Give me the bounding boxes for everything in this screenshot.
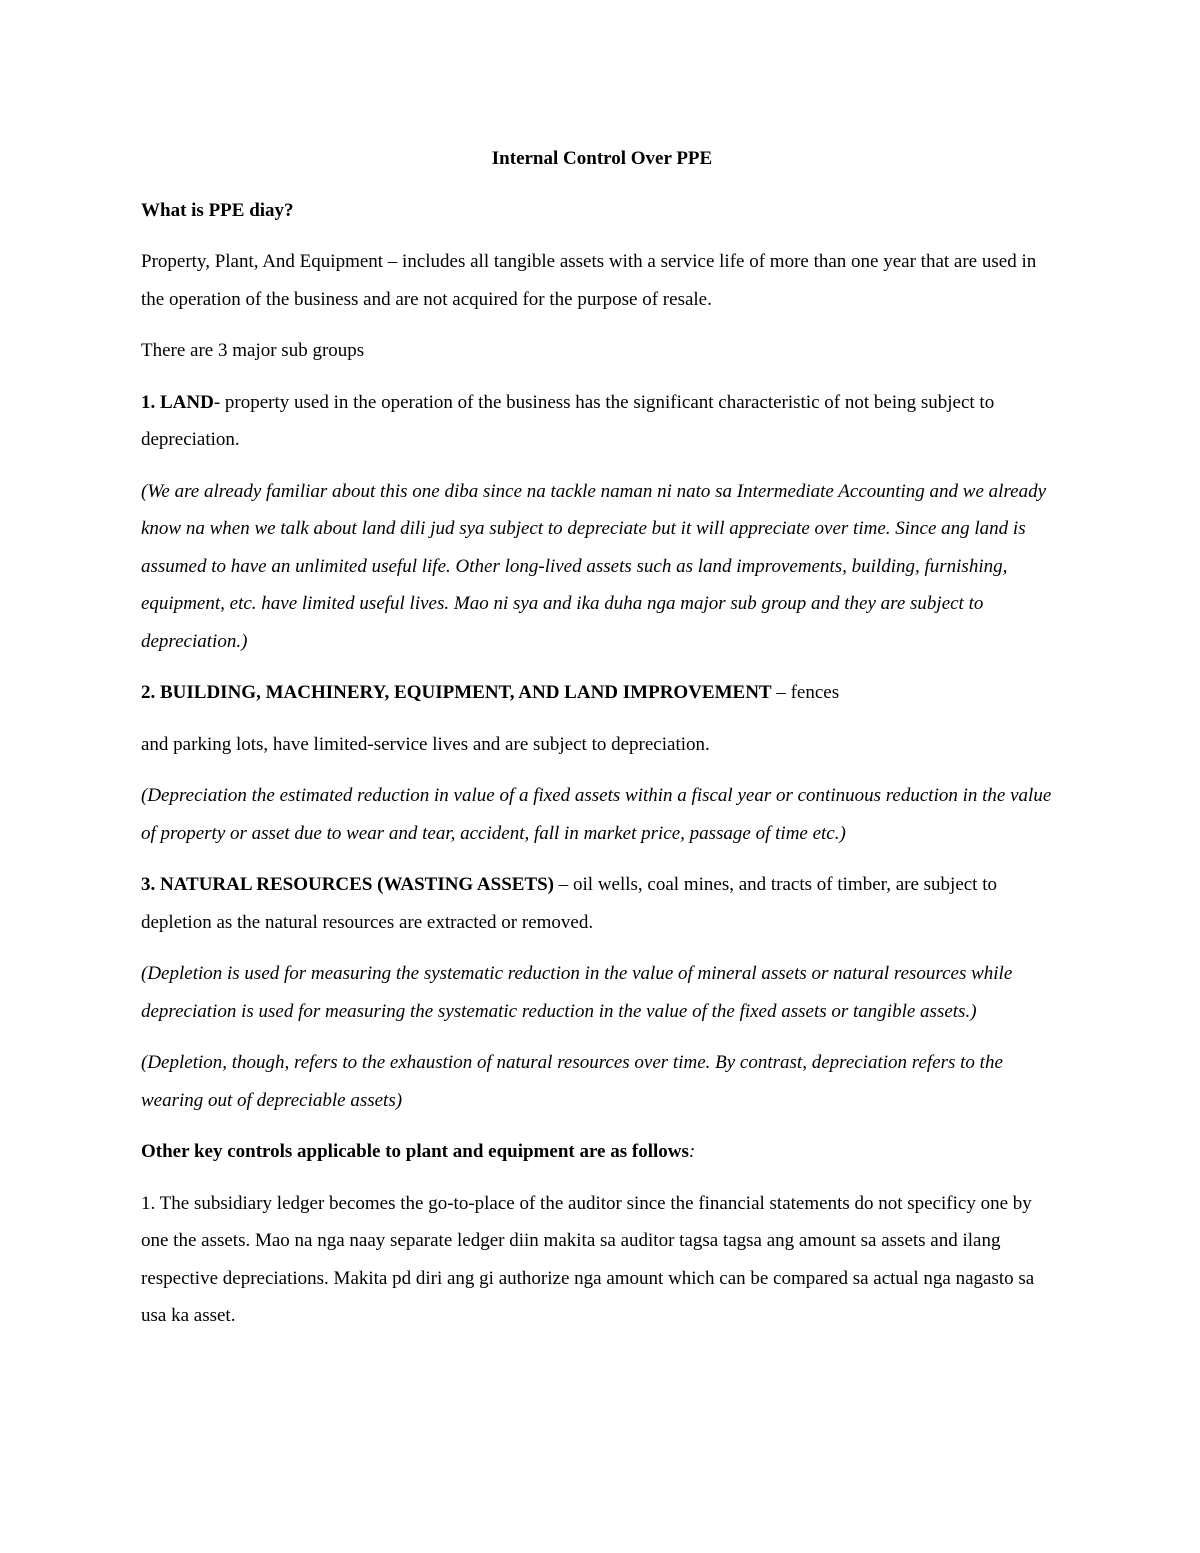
item-building	[141, 674, 1063, 712]
item-land-number: 1.	[141, 391, 156, 413]
ppe-definition: Property, Plant, And Equipment – includes all tangible assets with a service life of more than one year that are used in the operation of the business and are not acquired for the purpose of resale.	[141, 251, 1037, 310]
item-natural-resources-number: 3.	[141, 874, 156, 895]
item-land	[141, 384, 1063, 459]
document-title: Internal Control Over PPE	[491, 148, 713, 169]
item-land-heading: LAND	[160, 391, 214, 413]
controls-heading-text: Other key controls applicable to plant and equipment are as follows	[141, 1141, 689, 1162]
item-natural-resources-note-1: (Depletion is used for measuring the systematic reduction in the value of mineral assets or natural resources while depreciation is used for measuring the systematic reduction in the value of the fixed assets or tangible assets.)	[141, 963, 1013, 1022]
item-building-continuation: and parking lots, have limited-service lives and are subject to depreciation.	[141, 733, 710, 755]
item-land-note: (We are already familiar about this one diba since na tackle naman ni nato sa Intermediate Accounting and we already know na when we talk about land dili jud sya subject to depreciate but it will appreciate over time. Since ang land is assumed to have an unlimited useful life. Other long-lived assets such as land improvements, building, furnishing, equipment, etc. have limited useful lives. Mao ni sya and ika duha nga major sub group and they are subject to depreciation.)	[141, 480, 1046, 652]
item-building-text: – fences	[771, 682, 840, 703]
subgroups-intro: There are 3 major sub groups	[141, 340, 365, 361]
item-natural-resources-text: – oil wells, coal mines, and tracts of timber, are subject to depletion as the natural resources are extracted or removed.	[141, 874, 997, 933]
item-building-number: 2.	[141, 682, 156, 703]
item-building-note: (Depreciation the estimated reduction in value of a fixed assets within a fiscal year or continuous reduction in the value of property or asset due to wear and tear, accident, fall in market price, passage of time etc.)	[141, 785, 1052, 844]
document-body	[141, 140, 1063, 1349]
item-land-text: - property used in the operation of the business has the significant characteristic of not being subject to depreciation.	[141, 391, 995, 450]
item-natural-resources	[141, 866, 1063, 941]
question-heading: What is PPE diay?	[141, 199, 294, 221]
controls-heading-colon: :	[688, 1141, 696, 1162]
item-natural-resources-note-2: (Depletion, though, refers to the exhaustion of natural resources over time. By contrast, depreciation refers to the wearing out of depreciable assets)	[141, 1052, 1003, 1111]
controls-heading	[141, 1133, 1063, 1171]
item-natural-resources-heading: NATURAL RESOURCES (WASTING ASSETS)	[160, 874, 555, 895]
control-item-1: 1. The subsidiary ledger becomes the go-to-place of the auditor since the financial statements do not specificy one by one the assets. Mao na nga naay separate ledger diin makita sa auditor tagsa tagsa ang amount sa assets and ilang respective depreciations. Makita pd diri ang gi authorize nga amount which can be compared sa actual nga nagasto sa usa ka asset.	[141, 1192, 1035, 1326]
item-building-heading: BUILDING, MACHINERY, EQUIPMENT, AND LAND IMPROVEMENT	[160, 682, 772, 703]
